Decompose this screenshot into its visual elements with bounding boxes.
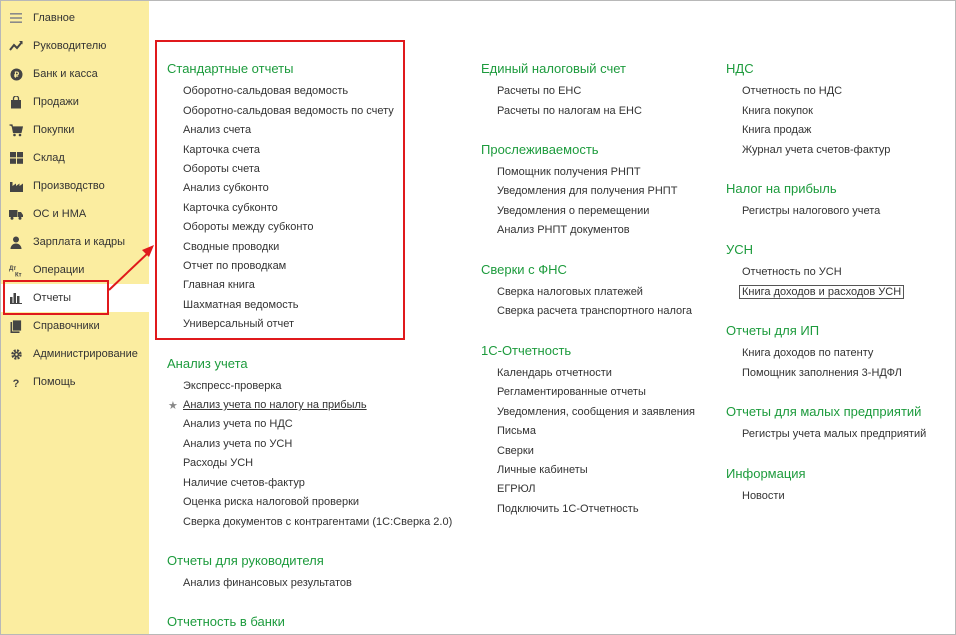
sidebar-item-purchases[interactable] <box>1 116 149 144</box>
section-title-ens: Единый налоговый счет <box>481 61 626 76</box>
sidebar-item-label: Главное <box>33 12 76 24</box>
sidebar-item-help[interactable] <box>1 368 149 396</box>
report-link[interactable]: Отчетность по НДС <box>742 85 843 97</box>
report-link[interactable]: Отчетность по УСН <box>742 266 842 278</box>
report-link[interactable]: Оборотно-сальдовая ведомость <box>183 85 349 97</box>
report-link[interactable]: Уведомления о перемещении <box>497 205 650 217</box>
report-link[interactable]: Подключить 1С-Отчетность <box>497 503 639 515</box>
section-title-accounting-analysis: Анализ учета <box>167 356 248 371</box>
report-link[interactable]: Главная книга <box>183 279 255 291</box>
section-title-small-business: Отчеты для малых предприятий <box>726 404 922 419</box>
sidebar-item-production[interactable] <box>1 172 149 200</box>
factory-icon <box>9 179 23 193</box>
shopping-cart-icon <box>9 123 23 137</box>
sidebar-item-label: Производство <box>33 180 105 192</box>
section-title-traceability: Прослеживаемость <box>481 142 599 157</box>
report-link[interactable]: Расчеты по налогам на ЕНС <box>497 105 642 117</box>
book-icon <box>9 319 23 333</box>
report-link[interactable]: Анализ учета по УСН <box>183 438 293 450</box>
svg-text:₽: ₽ <box>13 70 19 79</box>
section-title-ip-reports: Отчеты для ИП <box>726 323 820 338</box>
report-link[interactable]: Помощник заполнения 3-НДФЛ <box>742 367 902 379</box>
report-link[interactable]: Расходы УСН <box>183 457 254 469</box>
debit-credit-icon <box>9 263 23 277</box>
svg-text:Дт: Дт <box>9 265 17 272</box>
report-link[interactable]: Личные кабинеты <box>497 464 588 476</box>
report-link[interactable]: Карточка счета <box>183 144 261 156</box>
sidebar-item-references[interactable] <box>1 312 149 340</box>
gear-icon <box>9 347 23 361</box>
report-link[interactable]: Анализ учета по налогу на прибыль <box>183 399 367 411</box>
question-icon <box>9 375 23 389</box>
section-title-1c-reporting: 1С-Отчетность <box>481 343 572 358</box>
report-link[interactable]: Наличие счетов-фактур <box>183 477 305 489</box>
sidebar-item-payroll[interactable] <box>1 228 149 256</box>
report-link[interactable]: Сверка документов с контрагентами (1С:Сверка 2.0) <box>183 516 453 528</box>
report-link[interactable]: Книга доходов по патенту <box>742 347 874 359</box>
sidebar-item-warehouse[interactable] <box>1 144 149 172</box>
section-title-manager-reports: Отчеты для руководителя <box>167 553 324 568</box>
report-link[interactable]: Уведомления, сообщения и заявления <box>497 406 695 418</box>
report-link[interactable]: Оценка риска налоговой проверки <box>183 496 360 508</box>
menu-lines-icon <box>9 11 23 25</box>
section-title-information: Информация <box>726 466 806 481</box>
report-link[interactable]: Оборотно-сальдовая ведомость по счету <box>183 105 394 117</box>
report-link[interactable]: Анализ счета <box>183 124 252 136</box>
favorite-star-icon[interactable]: ★ <box>168 400 178 412</box>
report-link[interactable]: Журнал учета счетов-фактур <box>742 144 891 156</box>
bar-chart-icon <box>9 291 23 305</box>
report-link[interactable]: Анализ РНПТ документов <box>497 224 630 236</box>
sidebar <box>1 1 149 634</box>
report-link[interactable]: Сводные проводки <box>183 241 280 253</box>
sidebar-item-label: Помощь <box>33 376 76 388</box>
report-link[interactable]: Календарь отчетности <box>497 367 612 379</box>
sidebar-item-operations[interactable] <box>1 256 149 284</box>
sidebar-item-sales[interactable] <box>1 88 149 116</box>
section-title-profit-tax: Налог на прибыль <box>726 181 837 196</box>
section-title-bank-reporting: Отчетность в банки <box>167 614 285 629</box>
report-link[interactable]: Регистры учета малых предприятий <box>742 428 927 440</box>
report-link[interactable]: Сверка расчета транспортного налога <box>497 305 693 317</box>
sidebar-item-main[interactable] <box>1 4 149 32</box>
sidebar-item-label: Администрирование <box>33 348 138 360</box>
report-link[interactable]: Помощник получения РНПТ <box>497 166 641 178</box>
sidebar-item-label: Зарплата и кадры <box>33 236 126 248</box>
report-link[interactable]: Анализ субконто <box>183 182 269 194</box>
sidebar-item-admin[interactable] <box>1 340 149 368</box>
report-link[interactable]: Расчеты по ЕНС <box>497 85 582 97</box>
sidebar-item-label: ОС и НМА <box>33 208 87 220</box>
truck-icon <box>9 207 23 221</box>
shopping-bag-icon <box>9 95 23 109</box>
sidebar-item-label: Руководителю <box>33 40 107 52</box>
report-link[interactable]: Отчет по проводкам <box>183 260 287 272</box>
report-link-selected[interactable]: Книга доходов и расходов УСН <box>739 285 904 299</box>
sidebar-item-label: Склад <box>33 152 65 164</box>
section-title-vat: НДС <box>726 61 754 76</box>
report-link[interactable]: Регистры налогового учета <box>742 205 881 217</box>
report-link[interactable]: Сверки <box>497 445 534 457</box>
report-link[interactable]: Книга покупок <box>742 105 813 117</box>
report-link[interactable]: Анализ учета по НДС <box>183 418 293 430</box>
report-link[interactable]: Уведомления для получения РНПТ <box>497 185 678 197</box>
report-link[interactable]: Книга продаж <box>742 124 812 136</box>
report-link[interactable]: Шахматная ведомость <box>183 299 299 311</box>
report-link[interactable]: Регламентированные отчеты <box>497 386 646 398</box>
report-link[interactable]: Обороты между субконто <box>183 221 314 233</box>
section-title-standard-reports: Стандартные отчеты <box>167 61 294 76</box>
report-link[interactable]: Письма <box>497 425 536 437</box>
sidebar-item-label: Банк и касса <box>33 68 98 80</box>
sidebar-item-label: Отчеты <box>33 292 72 304</box>
trend-up-icon <box>9 39 23 53</box>
sidebar-item-assets[interactable] <box>1 200 149 228</box>
warehouse-grid-icon <box>9 151 23 165</box>
report-link[interactable]: Анализ финансовых результатов <box>183 577 352 589</box>
sidebar-item-label: Операции <box>33 264 85 276</box>
report-link[interactable]: Экспресс-проверка <box>183 380 282 392</box>
person-icon <box>9 235 23 249</box>
section-title-usn: УСН <box>726 242 754 257</box>
report-link[interactable]: ЕГРЮЛ <box>497 483 536 495</box>
sidebar-item-label: Покупки <box>33 124 75 136</box>
report-link[interactable]: Новости <box>742 490 785 502</box>
report-link[interactable]: Обороты счета <box>183 163 260 175</box>
sidebar-item-manager[interactable] <box>1 32 149 60</box>
report-link[interactable]: Универсальный отчет <box>183 318 295 330</box>
report-link[interactable]: Карточка субконто <box>183 202 278 214</box>
report-link[interactable]: Сверка налоговых платежей <box>497 286 643 298</box>
sidebar-item-bank[interactable] <box>1 60 149 88</box>
section-title-fns-reconciliation: Сверки с ФНС <box>481 262 567 277</box>
coin-icon <box>9 67 23 81</box>
svg-text:Кт: Кт <box>15 272 22 277</box>
sidebar-item-label: Продажи <box>33 96 79 108</box>
svg-text:?: ? <box>12 377 20 389</box>
sidebar-item-reports[interactable] <box>1 284 149 312</box>
sidebar-item-label: Справочники <box>33 320 100 332</box>
